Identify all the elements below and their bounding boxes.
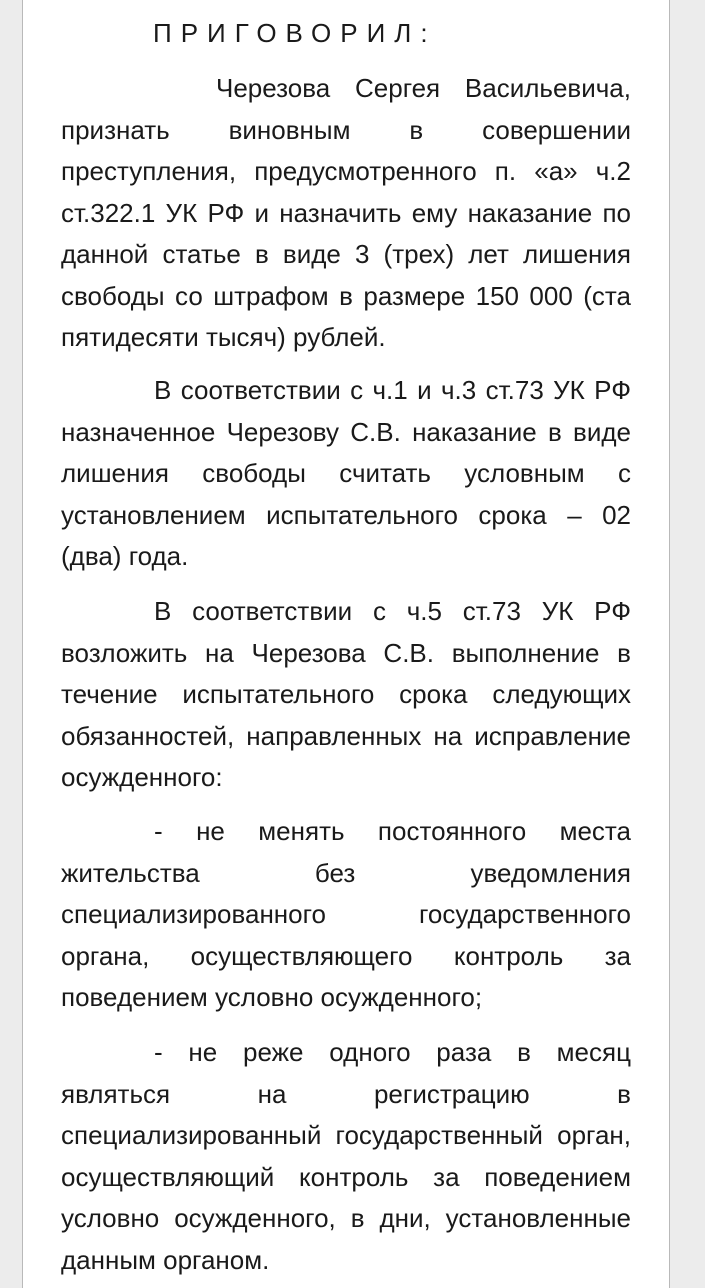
document-page: [22, 0, 670, 1288]
paragraph-sentence: Черезова Сергея Васильевича, признать виновным в совершении преступления, предусмотренного п. «а» ч.2 ст.322.1 УК РФ и назначить ему наказание по данной статье в виде 3 (трех) лет лишения свободы со штрафом в размере 150 000 (ста пятидесяти тысяч) рублей.: [61, 73, 631, 352]
paragraph-obligations: В соответствии с ч.5 ст.73 УК РФ возложить на Черезова С.В. выполнение в течение испытательного срока следующих обязанностей, направленных на исправление осужденного:: [61, 596, 631, 792]
paragraph-probation: В соответствии с ч.1 и ч.3 ст.73 УК РФ назначенное Черезову С.В. наказание в виде лишения свободы считать условным с установлением испытательного срока – 02 (два) года.: [61, 375, 631, 571]
verdict-heading: ПРИГОВОРИЛ:: [153, 18, 437, 48]
obligation-item-registration: - не реже одного раза в месяц являться на регистрацию в специализированный государственный орган, осуществляющий контроль за поведением условно осужденного, в дни, установленные данным органом.: [61, 1037, 631, 1275]
obligation-item-residence: - не менять постоянного места жительства без уведомления специализированного государственного органа, осуществляющего контроль за поведением условно осужденного;: [61, 816, 631, 1012]
